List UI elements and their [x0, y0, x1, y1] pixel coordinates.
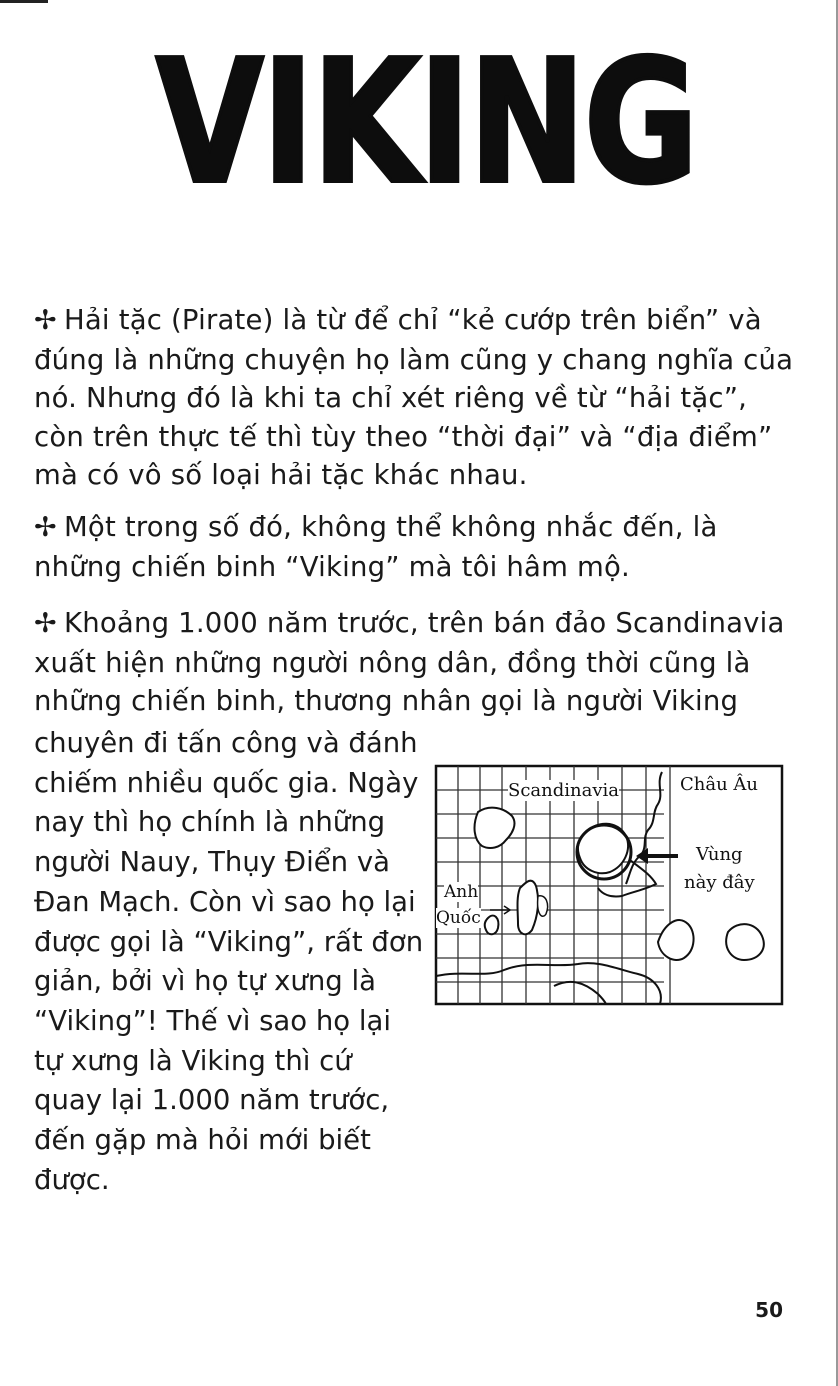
paragraph-1	[34, 301, 804, 495]
map-label-scandinavia: Scandinavia	[508, 780, 619, 801]
map-label-chau-au: Châu Âu	[680, 774, 759, 795]
paragraph-3-wrapped-text: chuyên đi tấn công và đánh chiếm nhiều quốc gia. Ngày nay thì họ chính là những người Nauy, Thụy Điển và Đan Mạch. Còn vì sao họ lại được gọi là “Viking”, rất đơn giản, bởi vì họ tự xưng là “Viking”! Thế vì sao họ lại tự xưng là Viking thì cứ quay lại 1.000 năm trước, đến gặp mà hỏi mới biết được.	[34, 727, 424, 1196]
map-label-anh: Anh	[444, 882, 479, 902]
paragraph-3	[34, 604, 804, 721]
paragraph-1-text: Hải tặc (Pirate) là từ để chỉ “kẻ cướp trên biển” và đúng là những chuyện họ làm cũng y chang nghĩa của nó. Nhưng đó là khi ta chỉ xét riêng về từ “hải tặc”, còn trên thực tế thì tùy theo “thời đại” và “địa điểm” mà có vô số loại hải tặc khác nhau.	[34, 304, 794, 491]
page-title: VIKING	[155, 24, 697, 222]
bullet-icon: ✢	[34, 305, 57, 336]
top-edge-mark	[0, 0, 48, 3]
paragraph-2-text: Một trong số đó, không thể không nhắc đến, là những chiến binh “Viking” mà tôi hâm mộ.	[34, 511, 718, 583]
map-label-nay-day: này đây	[684, 872, 755, 893]
paragraph-2	[34, 508, 804, 586]
paragraph-3-text: Khoảng 1.000 năm trước, trên bán đảo Scandinavia xuất hiện những người nông dân, đồng thời cũng là những chiến binh, thương nhân gọi là người Viking	[34, 607, 785, 717]
page-number: 50	[755, 1298, 783, 1322]
bullet-icon: ✢	[34, 512, 57, 543]
map-label-vung: Vùng	[696, 844, 743, 865]
map-label-quoc: Quốc	[436, 908, 481, 928]
bullet-icon: ✢	[34, 608, 57, 639]
scandinavia-map	[434, 764, 786, 1008]
